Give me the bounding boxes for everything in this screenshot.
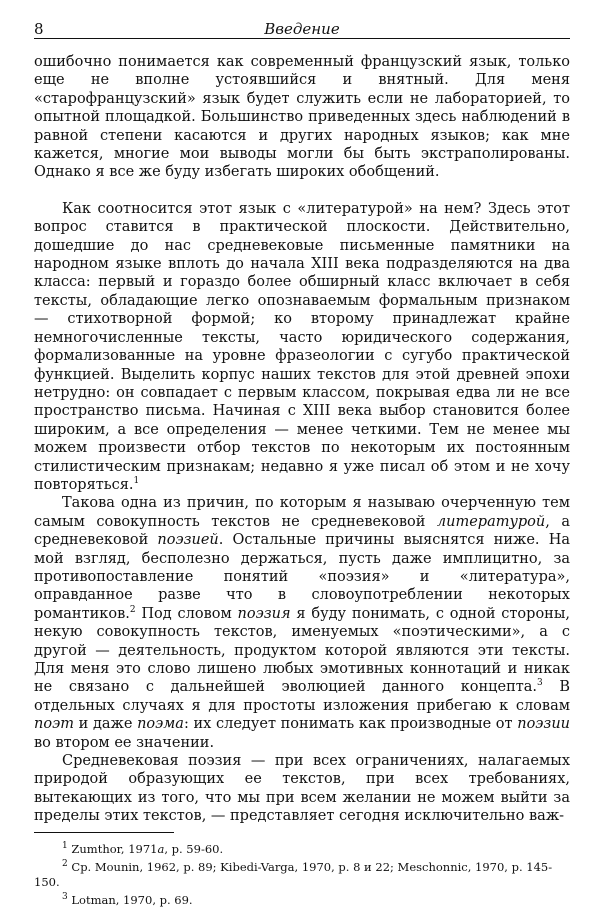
paragraph-3-text-d: Под словом xyxy=(135,605,238,622)
footnote-3 xyxy=(34,890,570,908)
emphasis-poetry: поэзией xyxy=(157,532,219,549)
footnote-text: Cp. Mounin, 1962, p. 89; Kibedi-Varga, 1970, p. 8 и 22; Meschonnic, 1970, p. 145-150. xyxy=(34,859,553,889)
paragraph-3-text-e: я буду понимать, с одной стороны, некую совокупность текстов, именуемых «поэтическими», а с другой — деятельность, продуктом которой являются эти тексты. Для меня это слово лишено любых эмотивных коннотаций и никак не связано с дальнейшей эволюцией данного концепта. xyxy=(34,605,570,696)
paragraph-2-text: Как соотносится этот язык с «литературой» на нем? Здесь этот вопрос ставится в практической плоскости. Действительно, дошедшие до нас средневековые письменные памятники на народном языке вплоть до начала XIII века подразделяются на два класса: первый и гораздо более обширный класс включает в себя тексты, обладающие легко опознаваемым формальным признаком — стихотворной формой; ко второму принадлежат крайне немногочисленные тексты, часто юридического содержания, формализованные на уровне фразеологии с сугубо практической функцией. Выделить корпус наших текстов для этой древней эпохи нетрудно: он совпадает с первым классом, покрывая едва ли не все пространство письма. Начиная с XIII века выбор становится более широким, а все определения — менее четкими. Тем не менее мы можем произвести отбор текстов по некоторым их постоянным стилистическим признакам; недавно я уже писал об этом и не хочу повторяться. xyxy=(34,200,570,493)
paragraph-4: Средневековая поэзия — при всех ограничениях, налагаемых природой образующих ее текстов, при всех требованиях, вытекающих из того, что мы при всем желании не можем выйти за пределы этих текстов, — представляет сегодня исключительно важ- xyxy=(34,753,570,825)
paragraph-3-text-a: Такова одна из причин, по которым я называю очерченную тем самым совокупность текстов не средневековой xyxy=(34,495,570,530)
book-page xyxy=(34,20,570,908)
paragraph-3 xyxy=(34,494,570,752)
emphasis-literature: литературой xyxy=(436,513,546,530)
footnote-ref-1: 1 xyxy=(133,475,140,486)
footnote-text: Zumthor, 1971 xyxy=(71,841,158,856)
footnote-emphasis: a xyxy=(157,841,165,856)
section-title: Введение xyxy=(264,20,340,38)
emphasis-poema: поэма xyxy=(137,716,184,733)
footnote-ref-3: 3 xyxy=(537,678,543,689)
footnotes xyxy=(34,839,570,908)
footnote-text-tail: , p. 59-60. xyxy=(164,841,224,856)
paragraph-3-text-g: и даже xyxy=(73,716,138,733)
running-head xyxy=(34,20,570,39)
paragraph-3-text-b: , а средневековой xyxy=(34,513,570,549)
paragraph-2 xyxy=(34,200,570,495)
page-number: 8 xyxy=(34,20,44,38)
emphasis-poezii: поэзии xyxy=(517,716,571,733)
paragraph-3-text-c: . Остальные причины выяснятся ниже. На мой взгляд, бесполезно держаться, пусть даже имплицитно, за противопоставление понятий «поэзия» и «литература», оправданное разве что в словоупотреблении некоторых романтиков. xyxy=(34,532,570,622)
paragraph-3-text-i: во втором ее значении. xyxy=(34,734,215,751)
footnote-rule xyxy=(34,832,174,839)
footnote-number: 1 xyxy=(62,840,68,851)
footnote-ref-2: 2 xyxy=(129,604,136,615)
footnote-1 xyxy=(34,839,570,857)
footnote-number: 3 xyxy=(62,891,68,902)
footnote-number: 2 xyxy=(62,858,68,869)
footnote-text: Lotman, 1970, p. 69. xyxy=(71,892,193,907)
emphasis-poet: поэт xyxy=(34,716,74,733)
emphasis-poeziya: поэзия xyxy=(237,605,291,622)
paragraph-1: ошибочно понимается как современный французский язык, только еще не вполне устоявшийся и внятный. Для меня «старофранцузский» язык будет служить если не лабораторией, то опытной площадкой. Большинство приведенных здесь наблюдений в равной степени касаются и других народных языков; как мне кажется, многие мои выводы могли бы быть экстраполированы. Однако я все же буду избегать широких обобщений. xyxy=(34,54,570,181)
paragraph-3-text-h: : их следует понимать как производные от xyxy=(183,716,518,733)
footnote-2 xyxy=(34,857,570,890)
paragraph-3-text-f: В отдельных случаях я для простоты изложения прибегаю к словам xyxy=(34,679,571,714)
